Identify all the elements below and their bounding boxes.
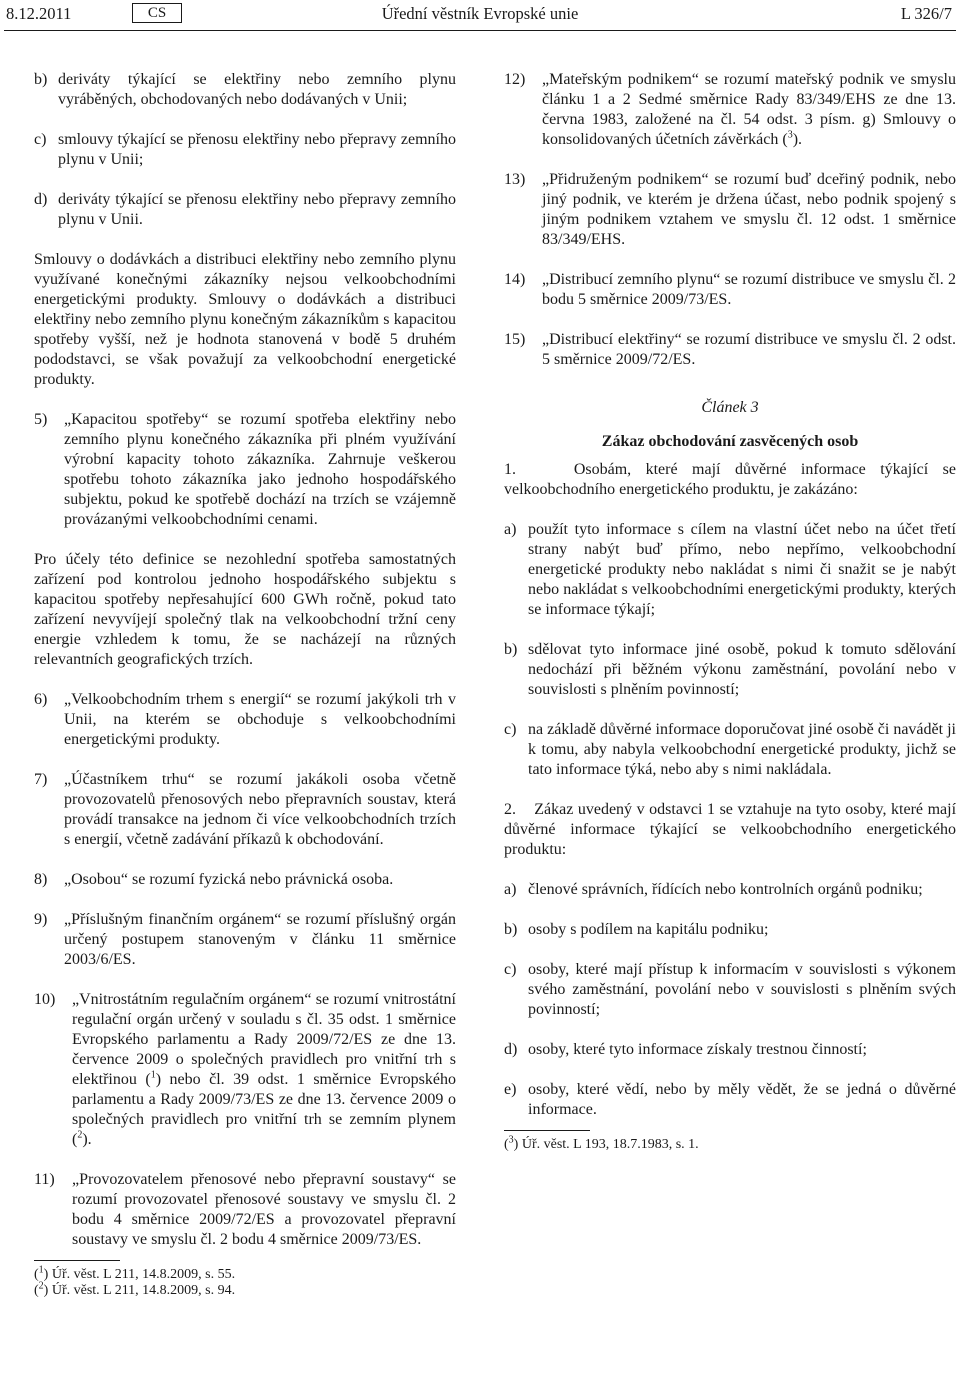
- item-number: 10): [34, 991, 56, 1008]
- footnote-divider: [504, 1130, 590, 1131]
- footnote-divider: [34, 1260, 120, 1261]
- definition-item: [34, 910, 456, 970]
- item-text: použít tyto informace s cílem na vlastní účet nebo na účet třetí strany nabýt buď přímo, nebo nepřímo, velkoobchodní energetické produkty nebo nakládat s nimi či snažit se je nabýt nebo nakládat s velkoobchodními energetickými produkty, kterých se informace týkají;: [528, 521, 956, 618]
- publication-date: 8.12.2011: [6, 4, 72, 23]
- paragraph: [504, 800, 956, 860]
- definition-item: [504, 330, 956, 370]
- footnote-number: 2: [38, 1280, 44, 1292]
- item-label: b): [34, 71, 48, 88]
- item-label: a): [504, 521, 517, 538]
- list-item: [34, 190, 456, 230]
- definition-item: [34, 990, 456, 1150]
- page-header: [0, 0, 960, 28]
- paragraph: Smlouvy o dodávkách a distribuci elektřiny nebo zemního plynu využívané konečnými zákazníky nejsou velkoobchodními energetickými produkty. Smlouvy o dodávkách a distribuci elektřiny nebo zemního plynu konečným zákazníkům s kapacitou spotřeby vyšší, než je hodnota stanovená v bodě 5 druhém pododstavci, se však považují za velkoobchodní energetické produkty.: [34, 251, 456, 388]
- item-text: „Přidruženým podnikem“ se rozumí buď dceřiný podnik, nebo jiný podnik, ve kterém je držena účast, nebo podnik spojený s jiným podnikem vztahem ve smyslu čl. 12 odst. 1 směrnice 83/349/EHS.: [542, 171, 956, 248]
- definition-item: [34, 410, 456, 530]
- item-text-part: „Vnitrostátním regulačním orgánem“ se rozumí vnitrostátní regulační orgán určený v souladu s čl. 35 odst. 1 směrnice Evropského parlamentu a Rady 2009/72/ES ze dne 13. července 2009 o společných pravidlech pro vnitřní trh s elektřinou (: [72, 991, 456, 1088]
- definition-item: [504, 270, 956, 310]
- footnote-text: Úř. věst. L 211, 14.8.2009, s. 55.: [48, 1267, 236, 1282]
- footnote: [34, 1264, 456, 1283]
- language-badge: CS: [132, 3, 182, 23]
- item-text: deriváty týkající se přenosu elektřiny nebo přepravy zemního plynu v Unii.: [58, 191, 456, 228]
- item-text: „Účastníkem trhu“ se rozumí jakákoli osoba včetně provozovatelů přenosových nebo přepravních soustav, která provádí transakce na jednom či více velkoobchodních trzích s energií, včetně zadávání příkazů k obchodování.: [64, 771, 456, 848]
- definition-item: [34, 1170, 456, 1250]
- footnote: [504, 1134, 956, 1153]
- item-number: 15): [504, 331, 526, 348]
- item-number: 7): [34, 771, 48, 788]
- list-item: [34, 70, 456, 110]
- item-text: „Distribucí zemního plynu“ se rozumí distribuce ve smyslu čl. 2 bodu 5 směrnice 2009/73/ES.: [542, 271, 956, 308]
- definition-item: [34, 870, 456, 890]
- list-item: [504, 1040, 956, 1060]
- paragraph-text: Zákaz uvedený v odstavci 1 se vztahuje na tyto osoby, které mají důvěrné informace týkající se velkoobchodního energetického produktu:: [504, 801, 957, 858]
- item-number: 9): [34, 911, 48, 928]
- footnote-bracket: ): [513, 1137, 519, 1152]
- footnote: [34, 1280, 456, 1299]
- footnotes: [504, 1134, 956, 1153]
- item-text: sdělovat tyto informace jiné osobě, pokud k tomuto sdělování nedochází při běžném výkonu zaměstnání, povolání nebo v souvislosti s plněním povinností;: [528, 641, 956, 698]
- item-label: d): [504, 1041, 518, 1058]
- item-number: 6): [34, 691, 48, 708]
- item-number: 8): [34, 871, 48, 888]
- definition-item: [504, 170, 956, 250]
- item-number: 11): [34, 1171, 55, 1188]
- footnote-bracket: ): [43, 1267, 49, 1282]
- item-label: b): [504, 921, 518, 938]
- footnotes: [34, 1264, 456, 1299]
- article-title: Článek 3: [701, 399, 759, 416]
- item-number: 12): [504, 71, 526, 88]
- item-text: „Osobou“ se rozumí fyzická nebo právnická osoba.: [64, 871, 394, 888]
- item-text: členové správních, řídících nebo kontrolních orgánů podniku;: [528, 881, 923, 898]
- list-item: [504, 640, 956, 700]
- article-subtitle: Zákaz obchodování zasvěcených osob: [601, 433, 859, 450]
- item-text: osoby, které vědí, nebo by měly vědět, že se jedná o důvěrné informace.: [528, 1081, 956, 1118]
- item-text: „Příslušným finančním orgánem“ se rozumí příslušný orgán určený postupem stanoveným v článku 11 směrnice 2003/6/ES.: [64, 911, 456, 968]
- footnote-bracket: (: [34, 1283, 39, 1298]
- item-text: „Distribucí elektřiny“ se rozumí distribuce ve smyslu čl. 2 odst. 5 směrnice 2009/72/ES.: [542, 331, 956, 368]
- item-text: „Kapacitou spotřeby“ se rozumí spotřeba elektřiny nebo zemního plynu konečného zákazníka při plném využívání výrobní kapacity tohoto zákazníka. Zahrnuje veškerou spotřebu tohoto zákazníka jako jednoho hospodářského subjektu, pokud ke spotřebě dochází na trzích se vzájemně provázanými velkoobchodními cenami.: [64, 411, 456, 528]
- footnote-text: Úř. věst. L 193, 18.7.1983, s. 1.: [518, 1137, 699, 1152]
- item-text-part: ) nebo čl. 39 odst. 1 směrnice Evropského parlamentu a Rady 2009/73/ES ze dne 13. července 2009 o společných pravidlech pro vnitřní trh se zemním plynem (: [72, 1071, 457, 1148]
- list-item: [504, 920, 956, 940]
- item-number: 13): [504, 171, 526, 188]
- item-label: d): [34, 191, 48, 208]
- footnote-bracket: ): [43, 1283, 49, 1298]
- item-text: osoby, které mají přístup k informacím v souvislosti s výkonem svého zaměstnání, povolání nebo v souvislosti s plněním svých povinností;: [528, 961, 956, 1018]
- list-item: [504, 720, 956, 780]
- footnote-ref: 3: [787, 129, 793, 141]
- paragraph-number: 2.: [504, 801, 516, 818]
- item-label: a): [504, 881, 517, 898]
- list-item: [504, 1080, 956, 1120]
- item-text: na základě důvěrné informace doporučovat jiné osobě či navádět ji k tomu, aby nabyla velkoobchodní energetické produkty, jichž se tato informace týká, nebo aby s nimi nakládala.: [528, 721, 956, 778]
- item-text: smlouvy týkající se přenosu elektřiny nebo přepravy zemního plynu v Unii;: [58, 131, 456, 168]
- definition-item: [34, 690, 456, 750]
- item-label: c): [34, 131, 47, 148]
- list-item: [34, 130, 456, 170]
- item-label: c): [504, 961, 517, 978]
- item-text: „Velkoobchodním trhem s energií“ se rozumí jakýkoli trh v Unii, na kterém se obchoduje s velkoobchodními energetickými produkty.: [64, 691, 456, 748]
- paragraph-number: 1.: [504, 461, 516, 478]
- footnote-number: 1: [38, 1264, 44, 1276]
- item-label: e): [504, 1081, 517, 1098]
- footnote-number: 3: [508, 1134, 514, 1146]
- right-column: [504, 70, 956, 1153]
- item-text: osoby, které tyto informace získaly trestnou činností;: [528, 1041, 867, 1058]
- footnote-text: Úř. věst. L 211, 14.8.2009, s. 94.: [48, 1283, 236, 1298]
- list-item: [504, 880, 956, 900]
- list-item: [504, 960, 956, 1020]
- item-text: „Provozovatelem přenosové nebo přepravní soustavy“ se rozumí provozovatel přenosové soustavy ve smyslu čl. 2 bodu 4 směrnice 2009/72/ES a provozovatel přepravní soustavy ve smyslu čl. 2 bodu 4 směrnice 2009/73/ES.: [72, 1171, 456, 1248]
- paragraph: [504, 460, 956, 500]
- item-text-part: ).: [82, 1131, 92, 1148]
- definition-item: [34, 770, 456, 850]
- item-label: b): [504, 641, 518, 658]
- item-text: [72, 990, 456, 1150]
- definition-item: [504, 70, 956, 150]
- item-text: deriváty týkající se elektřiny nebo zemního plynu vyráběných, obchodovaných nebo dodávaných v Unii;: [58, 71, 456, 108]
- left-column: [34, 70, 456, 1299]
- list-item: [504, 520, 956, 620]
- journal-title: Úřední věstník Evropské unie: [381, 4, 579, 23]
- page-number: L 326/7: [900, 4, 952, 23]
- paragraph-text: Osobám, které mají důvěrné informace týkající se velkoobchodního energetického produktu, je zakázáno:: [504, 461, 957, 498]
- header-divider: [4, 30, 956, 31]
- item-label: c): [504, 721, 517, 738]
- paragraph: Pro účely této definice se nezohlední spotřeba samostatných zařízení pod kontrolou jednoho hospodářského subjektu s kapacitou spotřeby nepřesahující 600 GWh ročně, pokud tato zařízení nevyvíjejí společný tlak na velkoobchodní tržní ceny energie vzhledem k tomu, že se nacházejí na různých relevantních geografických trzích.: [34, 551, 456, 668]
- footnote-ref: 1: [150, 1069, 156, 1081]
- footnote-ref: 2: [77, 1129, 83, 1141]
- item-number: 14): [504, 271, 526, 288]
- item-text-part: ).: [792, 131, 803, 148]
- item-text: [542, 70, 956, 150]
- item-text-part: „Mateřským podnikem“ se rozumí mateřský podnik ve smyslu článku 1 a 2 Sedmé směrnice Rady 83/349/EHS ze dne 13. června 1983, založené na čl. 54 odst. 3 písm. g) Smlouvy o konsolidovaných účetních závěrkách (: [542, 71, 956, 148]
- item-text: osoby s podílem na kapitálu podniku;: [528, 921, 769, 938]
- footnote-bracket: (: [504, 1137, 509, 1152]
- item-number: 5): [34, 411, 48, 428]
- footnote-bracket: (: [34, 1267, 39, 1282]
